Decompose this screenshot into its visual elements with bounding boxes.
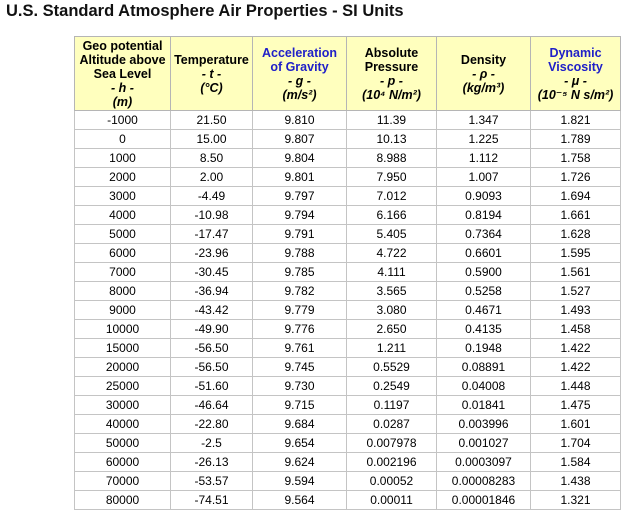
altitude-cell: 2000 (75, 168, 171, 187)
page-title: U.S. Standard Atmosphere Air Properties - SI Units (6, 2, 404, 20)
density-cell: 0.0003097 (437, 453, 531, 472)
header-unit: (kg/m³) (462, 80, 505, 95)
density-cell: 0.8194 (437, 206, 531, 225)
temperature-cell: 2.00 (171, 168, 253, 187)
density-cell: 1.007 (437, 168, 531, 187)
table-row (75, 434, 621, 453)
table-row (75, 472, 621, 491)
viscosity-cell: 1.789 (531, 130, 621, 149)
header-unit: (10⁴ N/m²) (362, 87, 421, 102)
altitude-cell: 8000 (75, 282, 171, 301)
altitude-cell: 50000 (75, 434, 171, 453)
pressure-cell: 0.2549 (347, 377, 437, 396)
table-row (75, 491, 621, 510)
table-row (75, 263, 621, 282)
altitude-cell: 7000 (75, 263, 171, 282)
gravity-cell: 9.684 (253, 415, 347, 434)
header-name-link[interactable]: Acceleration of Gravity (261, 45, 338, 74)
table-row (75, 244, 621, 263)
gravity-cell: 9.594 (253, 472, 347, 491)
temperature-cell: -17.47 (171, 225, 253, 244)
header-symbol: - p - (380, 73, 403, 88)
header-name: Geo potential Altitude above Sea Level (79, 38, 166, 81)
density-cell: 0.5258 (437, 282, 531, 301)
density-cell: 0.4671 (437, 301, 531, 320)
temperature-cell: 21.50 (171, 111, 253, 130)
header-symbol: - t - (201, 66, 222, 81)
altitude-cell: 4000 (75, 206, 171, 225)
temperature-cell: -56.50 (171, 339, 253, 358)
altitude-cell: 40000 (75, 415, 171, 434)
altitude-cell: 30000 (75, 396, 171, 415)
temperature-cell: -23.96 (171, 244, 253, 263)
gravity-cell: 9.791 (253, 225, 347, 244)
header-density (437, 37, 531, 111)
altitude-cell: 80000 (75, 491, 171, 510)
viscosity-cell: 1.661 (531, 206, 621, 225)
header-name-link[interactable]: Dynamic Viscosity (548, 45, 603, 74)
pressure-cell: 0.00011 (347, 491, 437, 510)
density-cell: 0.5900 (437, 263, 531, 282)
header-altitude (75, 37, 171, 111)
viscosity-cell: 1.561 (531, 263, 621, 282)
pressure-cell: 3.080 (347, 301, 437, 320)
gravity-cell: 9.654 (253, 434, 347, 453)
viscosity-cell: 1.493 (531, 301, 621, 320)
density-cell: 0.7364 (437, 225, 531, 244)
viscosity-cell: 1.584 (531, 453, 621, 472)
header-name: Density (460, 52, 507, 67)
temperature-cell: -30.45 (171, 263, 253, 282)
viscosity-cell: 1.694 (531, 187, 621, 206)
pressure-cell: 4.722 (347, 244, 437, 263)
altitude-cell: 20000 (75, 358, 171, 377)
table-row (75, 358, 621, 377)
pressure-cell: 0.0287 (347, 415, 437, 434)
header-gravity[interactable] (253, 37, 347, 111)
table-row (75, 415, 621, 434)
viscosity-cell: 1.448 (531, 377, 621, 396)
density-cell: 0.9093 (437, 187, 531, 206)
table-row (75, 301, 621, 320)
pressure-cell: 0.007978 (347, 434, 437, 453)
altitude-cell: 3000 (75, 187, 171, 206)
viscosity-cell: 1.758 (531, 149, 621, 168)
atmosphere-table (74, 36, 621, 510)
viscosity-cell: 1.726 (531, 168, 621, 187)
viscosity-cell: 1.458 (531, 320, 621, 339)
gravity-cell: 9.788 (253, 244, 347, 263)
temperature-cell: -22.80 (171, 415, 253, 434)
gravity-cell: 9.779 (253, 301, 347, 320)
table-row (75, 168, 621, 187)
temperature-cell: -2.5 (171, 434, 253, 453)
temperature-cell: 15.00 (171, 130, 253, 149)
header-unit: (°C) (200, 80, 223, 95)
viscosity-cell: 1.321 (531, 491, 621, 510)
table-row (75, 206, 621, 225)
density-cell: 0.1948 (437, 339, 531, 358)
density-cell: 0.003996 (437, 415, 531, 434)
density-cell: 0.04008 (437, 377, 531, 396)
density-cell: 0.001027 (437, 434, 531, 453)
viscosity-cell: 1.527 (531, 282, 621, 301)
density-cell: 0.00001846 (437, 491, 531, 510)
header-name: Absolute Pressure (364, 45, 419, 74)
viscosity-cell: 1.704 (531, 434, 621, 453)
pressure-cell: 7.950 (347, 168, 437, 187)
pressure-cell: 4.111 (347, 263, 437, 282)
header-unit: (m/s²) (282, 87, 317, 102)
table-row (75, 339, 621, 358)
table-row (75, 377, 621, 396)
gravity-cell: 9.776 (253, 320, 347, 339)
gravity-cell: 9.761 (253, 339, 347, 358)
viscosity-cell: 1.438 (531, 472, 621, 491)
table-row (75, 130, 621, 149)
temperature-cell: -46.64 (171, 396, 253, 415)
header-symbol: - h - (111, 80, 134, 95)
header-viscosity[interactable] (531, 37, 621, 111)
viscosity-cell: 1.628 (531, 225, 621, 244)
pressure-cell: 10.13 (347, 130, 437, 149)
header-symbol: - ρ - (472, 66, 495, 81)
header-symbol: - g - (288, 73, 311, 88)
header-temperature (171, 37, 253, 111)
pressure-cell: 0.1197 (347, 396, 437, 415)
viscosity-cell: 1.821 (531, 111, 621, 130)
density-cell: 0.00008283 (437, 472, 531, 491)
gravity-cell: 9.715 (253, 396, 347, 415)
viscosity-cell: 1.422 (531, 358, 621, 377)
table-row (75, 187, 621, 206)
viscosity-cell: 1.422 (531, 339, 621, 358)
temperature-cell: -26.13 (171, 453, 253, 472)
altitude-cell: 9000 (75, 301, 171, 320)
gravity-cell: 9.624 (253, 453, 347, 472)
header-pressure (347, 37, 437, 111)
pressure-cell: 0.5529 (347, 358, 437, 377)
gravity-cell: 9.794 (253, 206, 347, 225)
temperature-cell: -74.51 (171, 491, 253, 510)
pressure-cell: 5.405 (347, 225, 437, 244)
table-row (75, 149, 621, 168)
density-cell: 0.6601 (437, 244, 531, 263)
altitude-cell: 10000 (75, 320, 171, 339)
table-row (75, 225, 621, 244)
header-row (75, 37, 621, 111)
temperature-cell: -56.50 (171, 358, 253, 377)
table-row (75, 111, 621, 130)
density-cell: 1.347 (437, 111, 531, 130)
temperature-cell: -43.42 (171, 301, 253, 320)
header-symbol: - μ - (564, 73, 587, 88)
pressure-cell: 3.565 (347, 282, 437, 301)
gravity-cell: 9.785 (253, 263, 347, 282)
temperature-cell: -10.98 (171, 206, 253, 225)
altitude-cell: 6000 (75, 244, 171, 263)
header-name: Temperature (174, 52, 249, 67)
gravity-cell: 9.564 (253, 491, 347, 510)
altitude-cell: 15000 (75, 339, 171, 358)
density-cell: 0.08891 (437, 358, 531, 377)
pressure-cell: 11.39 (347, 111, 437, 130)
gravity-cell: 9.782 (253, 282, 347, 301)
gravity-cell: 9.807 (253, 130, 347, 149)
viscosity-cell: 1.601 (531, 415, 621, 434)
temperature-cell: 8.50 (171, 149, 253, 168)
gravity-cell: 9.804 (253, 149, 347, 168)
pressure-cell: 1.211 (347, 339, 437, 358)
gravity-cell: 9.810 (253, 111, 347, 130)
altitude-cell: 0 (75, 130, 171, 149)
temperature-cell: -4.49 (171, 187, 253, 206)
gravity-cell: 9.745 (253, 358, 347, 377)
temperature-cell: -53.57 (171, 472, 253, 491)
gravity-cell: 9.730 (253, 377, 347, 396)
header-unit: (10⁻⁵ N s/m²) (537, 87, 614, 102)
density-cell: 0.01841 (437, 396, 531, 415)
altitude-cell: 5000 (75, 225, 171, 244)
table-row (75, 282, 621, 301)
pressure-cell: 0.002196 (347, 453, 437, 472)
pressure-cell: 6.166 (347, 206, 437, 225)
density-cell: 1.225 (437, 130, 531, 149)
altitude-cell: 1000 (75, 149, 171, 168)
gravity-cell: 9.801 (253, 168, 347, 187)
pressure-cell: 7.012 (347, 187, 437, 206)
table-row (75, 320, 621, 339)
altitude-cell: 70000 (75, 472, 171, 491)
header-unit: (m) (112, 94, 133, 109)
temperature-cell: -51.60 (171, 377, 253, 396)
table-body (75, 111, 621, 510)
altitude-cell: 25000 (75, 377, 171, 396)
altitude-cell: -1000 (75, 111, 171, 130)
pressure-cell: 0.00052 (347, 472, 437, 491)
temperature-cell: -36.94 (171, 282, 253, 301)
temperature-cell: -49.90 (171, 320, 253, 339)
pressure-cell: 8.988 (347, 149, 437, 168)
viscosity-cell: 1.475 (531, 396, 621, 415)
table-row (75, 396, 621, 415)
altitude-cell: 60000 (75, 453, 171, 472)
gravity-cell: 9.797 (253, 187, 347, 206)
pressure-cell: 2.650 (347, 320, 437, 339)
viscosity-cell: 1.595 (531, 244, 621, 263)
density-cell: 0.4135 (437, 320, 531, 339)
density-cell: 1.112 (437, 149, 531, 168)
table-row (75, 453, 621, 472)
